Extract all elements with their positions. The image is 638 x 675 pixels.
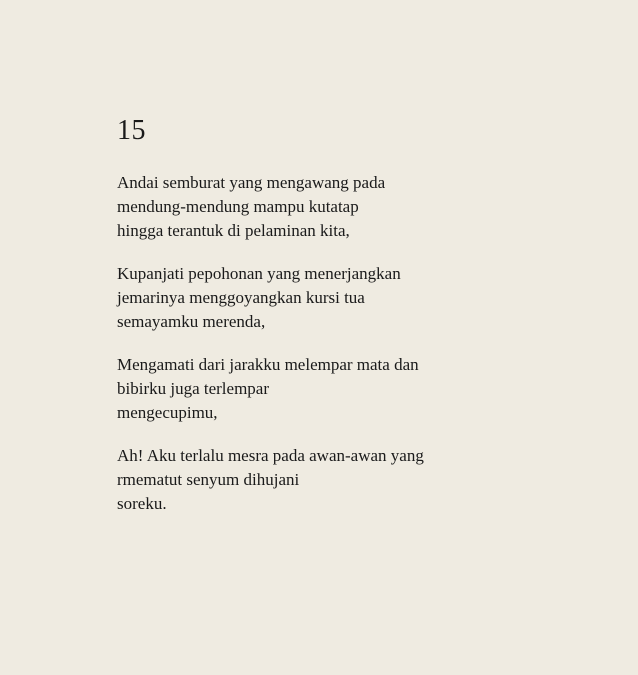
stanza-3 (117, 353, 557, 425)
poem-number: 15 (117, 115, 146, 146)
poem-line: mendung-mendung mampu kutatap (117, 197, 359, 216)
poem-line: jemarinya menggoyangkan kursi tua (117, 288, 365, 307)
poem-line: hingga terantuk di pelaminan kita, (117, 221, 350, 240)
poem-line: Andai semburat yang mengawang pada (117, 173, 386, 192)
poem (117, 113, 557, 535)
poem-line: Ah! Aku terlalu mesra pada awan-awan yang (117, 446, 424, 465)
poem-line: mengecupimu, (117, 403, 218, 422)
stanza-4 (117, 444, 557, 516)
stanza-1 (117, 171, 557, 243)
poem-line: bibirku juga terlempar (117, 379, 270, 398)
poem-line: Kupanjati pepohonan yang menerjangkan (117, 264, 401, 283)
poem-line: Mengamati dari jarakku melempar mata dan (117, 355, 419, 374)
poem-line: soreku. (117, 494, 167, 513)
poem-line: rmematut senyum dihujani (117, 470, 300, 489)
stanza-2 (117, 262, 557, 334)
poem-line: semayamku merenda, (117, 312, 266, 331)
